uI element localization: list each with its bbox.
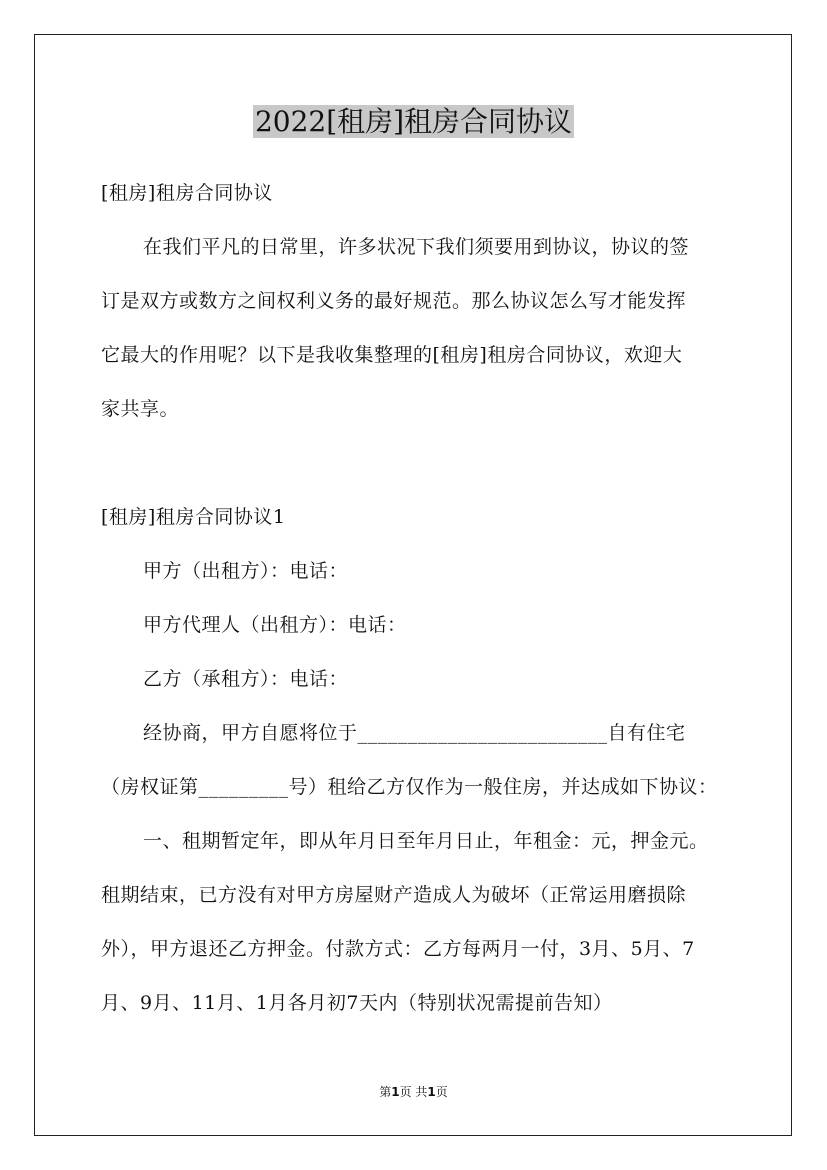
footer-page-prefix: 第 <box>379 1085 392 1099</box>
party-a-line: 甲方（出租方）：电话： <box>143 560 349 582</box>
negotiation-line-2: （房权证第_________号）租给乙方仅作为一般住房，并达成如下协议： <box>101 776 718 798</box>
footer-page-suffix: 页 <box>435 1085 448 1099</box>
clause-1-line-4: 月、9月、11月、1月各月初7天内（特别状况需提前告知） <box>101 992 613 1014</box>
party-b-line: 乙方（承租方）：电话： <box>143 668 349 690</box>
document-title-text: 2022[租房]租房合同协议 <box>254 105 573 138</box>
clause-1-line-1: 一、租期暂定年，即从年月日至年月日止，年租金：元，押金元。 <box>143 830 709 852</box>
page-footer <box>0 1083 827 1101</box>
footer-page-total: 1 <box>427 1085 436 1099</box>
clause-1-line-2: 租期结束，已方没有对甲方房屋财产造成人为破坏（正常运用磨损除 <box>101 884 687 906</box>
intro-line-2: 订是双方或数方之间权利义务的最好规范。那么协议怎么写才能发挥 <box>101 290 687 312</box>
document-title <box>0 100 827 144</box>
clause-1-line-3: 外），甲方退还乙方押金。付款方式：乙方每两月一付，3月、5月、7 <box>101 938 695 960</box>
footer-page-number: 1 <box>391 1085 400 1099</box>
negotiation-line-1: 经协商，甲方自愿将位于_________________________自有住宅 <box>143 722 686 744</box>
footer-page-mid: 页 共 <box>399 1085 428 1099</box>
section-heading: [租房]租房合同协议1 <box>101 506 286 528</box>
intro-line-4: 家共享。 <box>101 398 180 420</box>
party-a-agent-line: 甲方代理人（出租方）：电话： <box>143 614 407 636</box>
document-subtitle: [租房]租房合同协议 <box>101 182 273 204</box>
intro-line-3: 它最大的作用呢？以下是我收集整理的[租房]租房合同协议，欢迎大 <box>101 344 683 366</box>
intro-line-1: 在我们平凡的日常里，许多状况下我们须要用到协议，协议的签 <box>143 236 690 258</box>
